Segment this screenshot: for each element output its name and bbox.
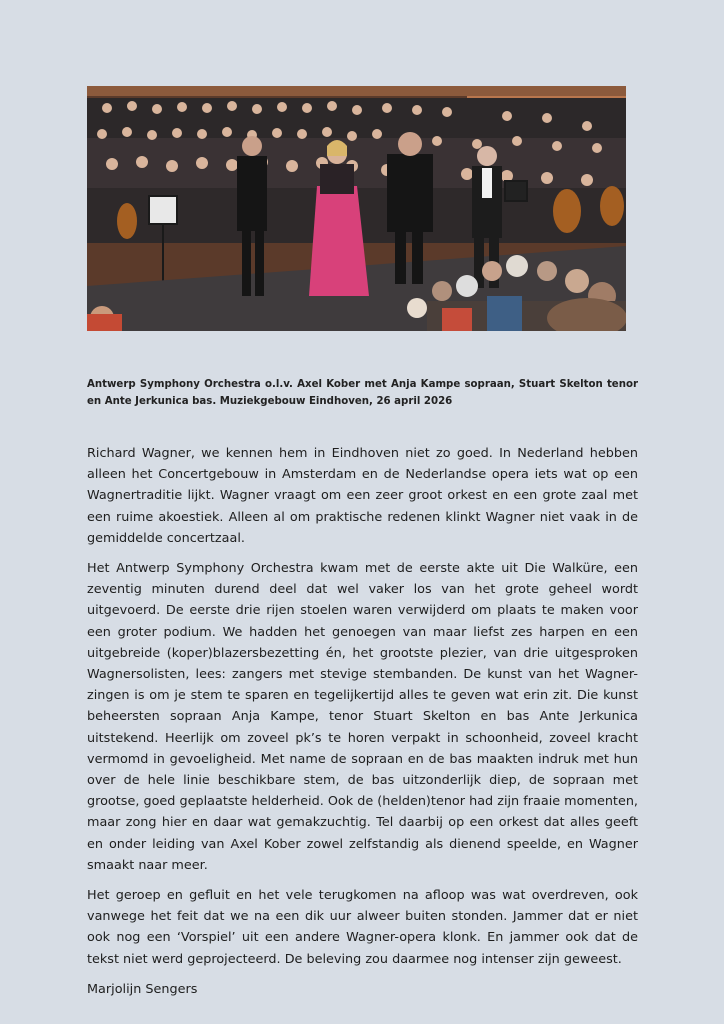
orchestra-photo xyxy=(87,86,626,331)
concert-stage-illustration xyxy=(87,86,626,331)
paragraph: Het Antwerp Symphony Orchestra kwam met de eerste akte uit Die Walküre, een zeventig minuten durend deel dat wel vaker los van het grote geheel wordt uitgevoerd. De eerste drie rijen stoelen waren verwijderd om plaats te maken voor een groter podium. We hadden het genoegen van maar liefst zes harpen en een uitgebreide (koper)blazersbezetting én, het grootste plezier, van drie uitgesproken Wagnersolisten, lees: zangers met stevige stembanden. De kunst van het Wagner-zingen is om je stem te sparen en tegelijkertijd alles te geven wat erin zit. Die kunst beheersten sopraan Anja Kampe, tenor Stuart Skelton en bas Ante Jerkunica uitstekend. Heerlijk om zoveel pk’s te horen verpakt in schoonheid, zoveel kracht vermomd in gevoeligheid. Met name de sopraan en de bas maakten indruk met hun over de hele linie beschikbare stem, de bas uitzonderlijk diep, de sopraan met grootse, goed geplaatste helderheid. Ook de (helden)tenor had zijn fraaie momenten, maar zong hier en daar wat gemakzuchtig. Tel daarbij op een orkest dat alles geeft en onder leiding van Axel Kober zowel zelfstandig als dienend speelde, en Wagner smaakt naar meer. xyxy=(87,561,638,873)
author-signature: Marjolijn Sengers xyxy=(87,981,198,997)
balcony-edge xyxy=(87,86,626,96)
paragraph: Het geroep en gefluit en het vele terugkomen na afloop was wat overdreven, ook vanwege het feit dat we na een dik uur alweer buiten stonden. Jammer dat er niet ook nog een ‘Vorspiel’ uit een andere Wagner-opera klonk. En jammer ook dat de tekst niet werd geprojecteerd. De beleving zou daarmee nog intenser zijn geweest. xyxy=(87,888,638,967)
photo-caption: Antwerp Symphony Orchestra o.l.v. Axel Kober met Anja Kampe sopraan, Stuart Skelton tenor en Ante Jerkunica bas. Muziekgebouw Eindhoven, 26 april 2026 xyxy=(87,379,638,407)
article-body xyxy=(87,443,638,1009)
paragraph: Richard Wagner, we kennen hem in Eindhoven niet zo goed. In Nederland hebben alleen het Concertgebouw in Amsterdam en de Nederlandse opera iets wat op een Wagnertraditie lijkt. Wagner vraagt om een zeer groot orkest en een grote zaal met een ruime akoestiek. Alleen al om praktische redenen klinkt Wagner niet vaak in de gemiddelde concertzaal. xyxy=(87,446,638,546)
